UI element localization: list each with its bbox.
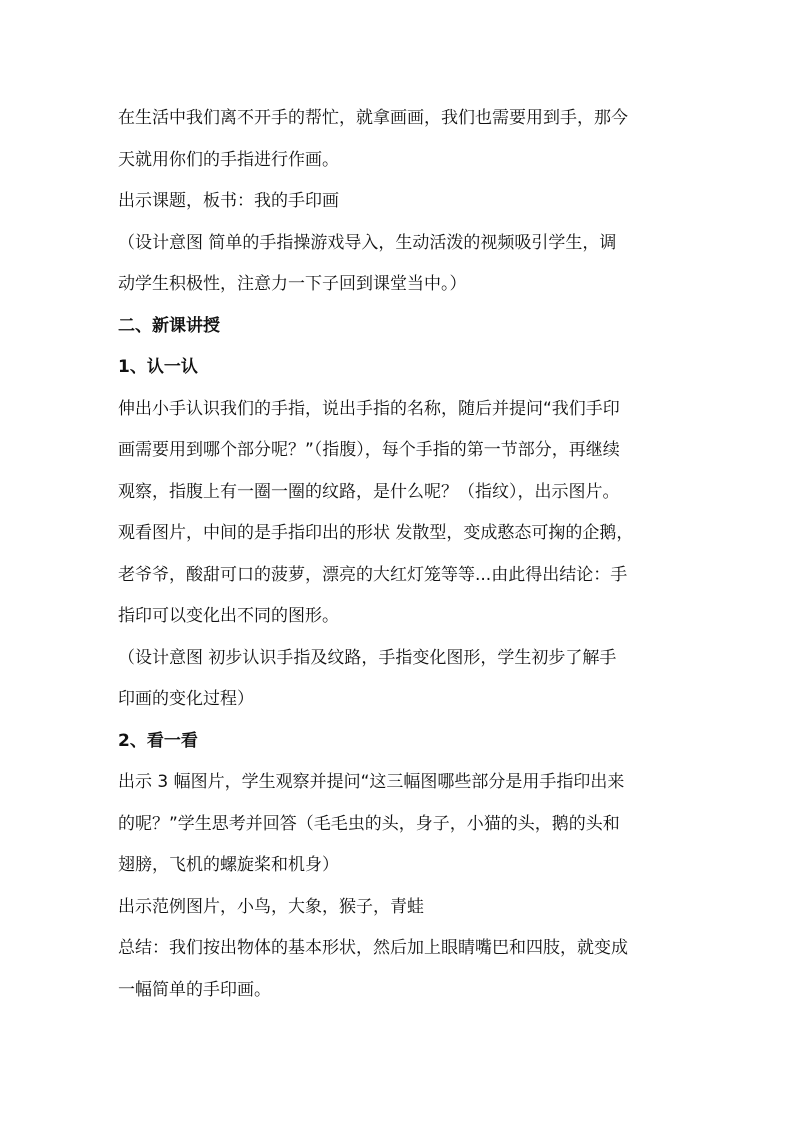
design-intent-2-line-2: 印画的变化过程） (118, 689, 254, 709)
paragraph-topic: 出示课题，板书：我的手印画 (118, 191, 339, 211)
paragraph-pictures-line-3: 指印可以变化出不同的图形。 (118, 606, 339, 626)
paragraph-fingers-line-2: 画需要用到哪个部分呢？”（指腹），每个手指的第一节部分，再继续 (118, 440, 620, 460)
paragraph-pictures-line-1: 观看图片，中间的是手指印出的形状 发散型，变成憨态可掬的企鹅， (118, 523, 634, 543)
paragraph-three-pictures-line-3: 翅膀，飞机的螺旋桨和机身） (118, 855, 339, 875)
subsection-heading-look: 2、看一看 (118, 730, 198, 751)
paragraph-summary-line-2: 一幅简单的手印画。 (118, 979, 271, 1000)
paragraph-summary-line-1: 总结：我们按出物体的基本形状，然后加上眼睛嘴巴和四肢，就变成 (118, 938, 628, 958)
design-intent-2-line-1: （设计意图 初步认识手指及纹路，手指变化图形，学生初步了解手 (118, 647, 617, 668)
design-intent-1-line-2: 动学生积极性，注意力一下子回到课堂当中。） (118, 274, 467, 294)
paragraph-intro-line-2: 天就用你们的手指进行作画。 (118, 149, 339, 170)
paragraph-three-pictures-line-2: 的呢？”学生思考并回答（毛毛虫的头，身子，小猫的头，鹅的头和 (118, 813, 620, 834)
document-body (118, 98, 678, 1011)
paragraph-intro-line-1: 在生活中我们离不开手的帮忙，就拿画画，我们也需要用到手，那今 (118, 108, 628, 128)
paragraph-three-pictures-line-1: 出示 3 幅图片，学生观察并提问“这三幅图哪些部分是用手指印出来 (118, 772, 625, 792)
subsection-heading-recognize: 1、认一认 (118, 357, 198, 377)
paragraph-fingers-line-3: 观察，指腹上有一圈一圈的纹路，是什么呢？（指纹），出示图片。 (118, 481, 620, 502)
paragraph-pictures-line-2: 老爷爷，酸甜可口的菠萝，漂亮的大红灯笼等等...由此得出结论：手 (118, 564, 628, 585)
paragraph-fingers-line-1: 伸出小手认识我们的手指，说出手指的名称，随后并提问“我们手印 (118, 398, 620, 419)
design-intent-1-line-1: （设计意图 简单的手指操游戏导入，生动活泼的视频吸引学生，调 (118, 232, 617, 253)
paragraph-examples: 出示范例图片，小鸟，大象，猴子，青蛙 (118, 896, 424, 917)
section-heading-new-lesson: 二、新课讲授 (118, 315, 220, 336)
